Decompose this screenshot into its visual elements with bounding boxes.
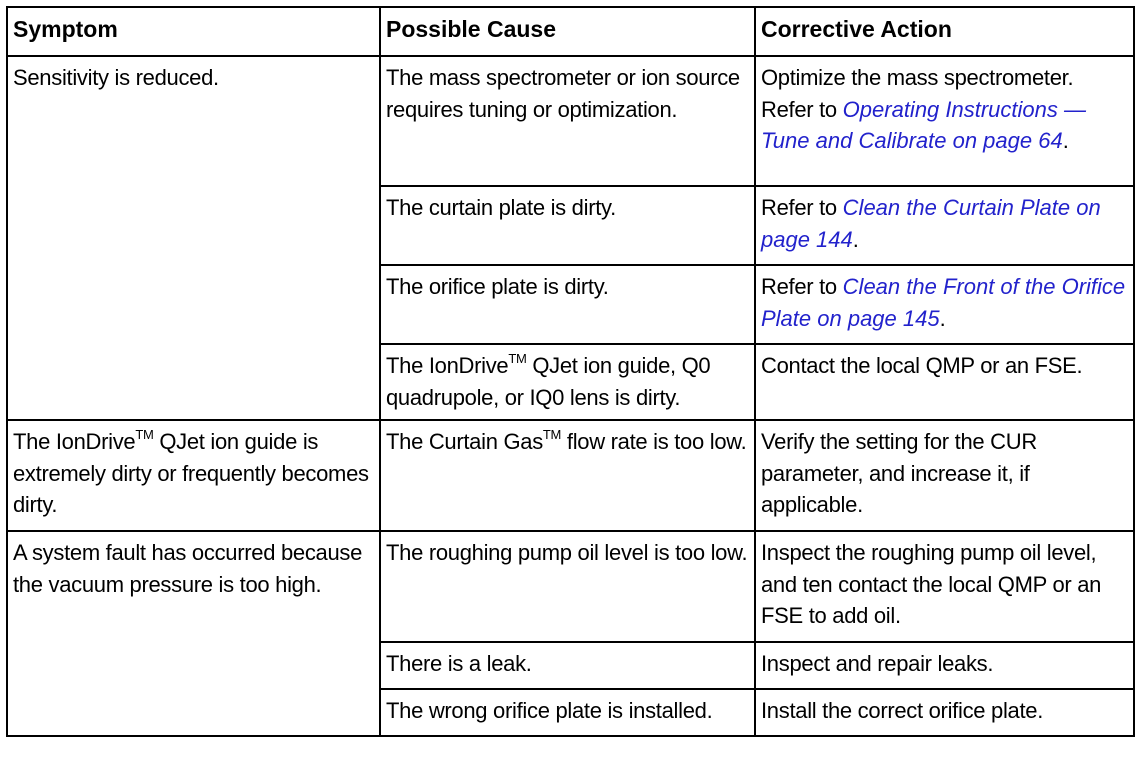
symptom-cell <box>7 56 380 420</box>
cause-cell <box>380 689 755 736</box>
action-cell <box>755 689 1134 736</box>
cause-text: The wrong orifice plate is installed. <box>386 698 713 723</box>
symptom-text: A system fault has occurred because the vacuum pressure is too high. <box>13 540 363 597</box>
cross-reference-link[interactable]: Clean the Front of the Orifice Plate on page 145 <box>761 274 1126 331</box>
cause-text-post: QJet ion guide, Q0 quadrupole, or IQ0 lens is dirty. <box>386 353 711 410</box>
cause-text-pre: The IonDrive <box>386 353 509 378</box>
header-corrective-action: Corrective Action <box>755 7 1134 56</box>
table-row <box>7 56 1134 186</box>
cause-text: The mass spectrometer or ion source requires tuning or optimization. <box>386 65 740 122</box>
action-cell <box>755 420 1134 531</box>
action-cell <box>755 531 1134 642</box>
action-end: . <box>939 305 946 331</box>
symptom-cell <box>7 420 380 531</box>
trademark-mark: TM <box>508 350 527 366</box>
action-end: . <box>852 226 859 252</box>
action-text: Install the correct orifice plate. <box>761 698 1044 723</box>
cause-text: The curtain plate is dirty. <box>386 195 616 220</box>
cause-text: The roughing pump oil level is too low. <box>386 540 748 565</box>
action-cell <box>755 265 1134 344</box>
cross-reference-link[interactable]: Clean the Curtain Plate on page 144 <box>761 195 1101 252</box>
troubleshooting-table <box>6 6 1135 737</box>
table-row <box>7 420 1134 531</box>
symptom-cell <box>7 531 380 736</box>
trademark-mark: TM <box>542 426 562 442</box>
action-text: Refer to <box>761 195 837 220</box>
action-cell <box>755 642 1134 689</box>
trademark-mark: TM <box>135 426 154 442</box>
cause-cell <box>380 265 755 344</box>
action-text: Inspect and repair leaks. <box>761 651 994 676</box>
cause-text-post: flow rate is too low. <box>561 429 747 454</box>
action-end: . <box>1062 128 1069 153</box>
action-cell <box>755 344 1134 420</box>
cause-cell <box>380 186 755 265</box>
cause-text: The orifice plate is dirty. <box>386 274 609 299</box>
symptom-text-post: QJet ion guide is extremely dirty or frequently becomes dirty. <box>13 429 369 517</box>
action-text: Refer to <box>761 274 837 299</box>
cause-cell <box>380 56 755 186</box>
header-possible-cause: Possible Cause <box>380 7 755 56</box>
action-text: Inspect the roughing pump oil level, and ten contact the local QMP or an FSE to add oil. <box>761 540 1102 628</box>
cause-cell <box>380 344 755 420</box>
cause-text-pre: The Curtain Gas <box>386 429 543 454</box>
header-row <box>7 7 1134 56</box>
action-cell <box>755 56 1134 186</box>
action-text: Optimize the mass spectrometer. Refer to <box>761 65 1074 122</box>
cause-cell <box>380 642 755 689</box>
header-symptom: Symptom <box>7 7 380 56</box>
cross-reference-link[interactable]: Operating Instructions — Tune and Calibrate on page 64 <box>761 96 1087 153</box>
cause-text: There is a leak. <box>386 651 532 676</box>
action-cell <box>755 186 1134 265</box>
table-row <box>7 531 1134 642</box>
cause-cell <box>380 531 755 642</box>
action-text: Contact the local QMP or an FSE. <box>761 353 1083 378</box>
symptom-text: Sensitivity is reduced. <box>13 65 219 90</box>
action-text: Verify the setting for the CUR parameter, and increase it, if applicable. <box>761 429 1037 517</box>
cause-cell <box>380 420 755 531</box>
symptom-text-pre: The IonDrive <box>13 429 136 454</box>
